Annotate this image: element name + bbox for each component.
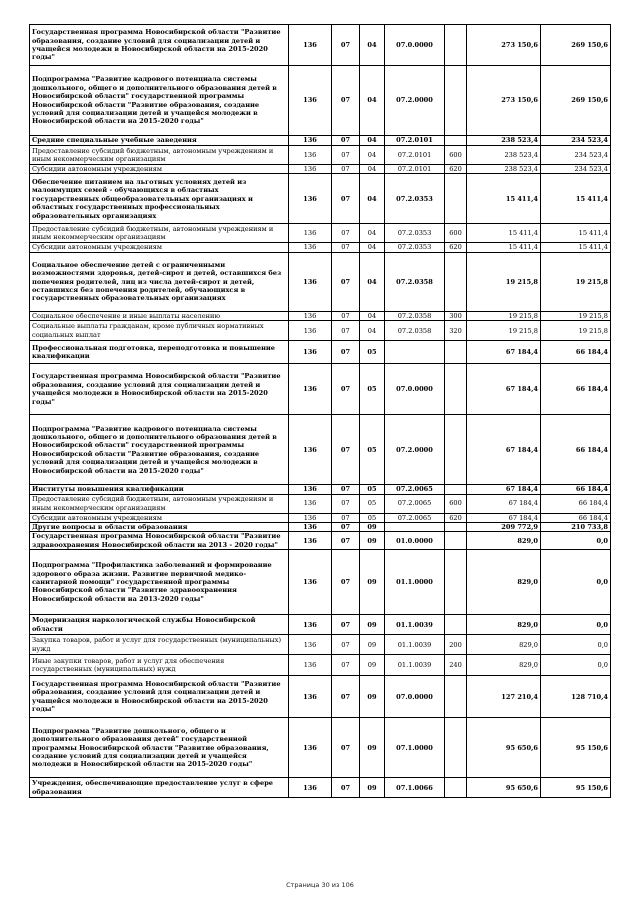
row-expense-type: 620 <box>445 243 467 252</box>
row-sum-year-2: 66 184,4 <box>541 494 611 513</box>
row-sum-year-2: 15 411,4 <box>541 224 611 243</box>
row-sum-year-1: 273 150,6 <box>467 66 541 136</box>
row-expense-type <box>445 252 467 311</box>
row-expense-type: 600 <box>445 494 467 513</box>
row-name: Субсидии автономным учреждениям <box>30 513 289 522</box>
row-sum-year-2: 0,0 <box>541 532 611 550</box>
row-name: Субсидии автономным учреждениям <box>30 243 289 252</box>
budget-table <box>29 24 611 798</box>
row-section: 07 <box>332 243 360 252</box>
row-section: 07 <box>332 676 360 718</box>
row-sum-year-2: 66 184,4 <box>541 485 611 494</box>
row-section: 07 <box>332 136 360 146</box>
row-sum-year-1: 67 184,4 <box>467 415 541 485</box>
row-section: 07 <box>332 415 360 485</box>
row-sum-year-2: 95 150,6 <box>541 718 611 778</box>
row-name: Предоставление субсидий бюджетным, автономным учреждениям и иным некоммерческим организациям <box>30 494 289 513</box>
row-expense-type <box>445 66 467 136</box>
row-grbs: 136 <box>289 66 332 136</box>
row-section: 07 <box>332 550 360 615</box>
table-row <box>30 25 611 66</box>
row-expense-type <box>445 485 467 494</box>
row-grbs: 136 <box>289 523 332 532</box>
row-sum-year-2: 66 184,4 <box>541 364 611 415</box>
row-sum-year-2: 234 523,4 <box>541 165 611 174</box>
table-row <box>30 676 611 718</box>
row-sum-year-1: 19 215,8 <box>467 321 541 341</box>
row-subsection: 04 <box>360 174 385 224</box>
row-sum-year-1: 67 184,4 <box>467 494 541 513</box>
row-expense-type: 300 <box>445 311 467 320</box>
row-target-article: 07.2.0101 <box>385 136 445 146</box>
row-subsection: 04 <box>360 252 385 311</box>
row-section: 07 <box>332 718 360 778</box>
row-grbs: 136 <box>289 718 332 778</box>
row-target-article: 01.1.0000 <box>385 550 445 615</box>
row-section: 07 <box>332 778 360 798</box>
row-sum-year-1: 95 650,6 <box>467 718 541 778</box>
row-target-article: 07.2.0358 <box>385 321 445 341</box>
row-target-article: 07.2.0101 <box>385 165 445 174</box>
row-subsection: 04 <box>360 146 385 165</box>
table-row <box>30 252 611 311</box>
row-grbs: 136 <box>289 635 332 655</box>
row-subsection: 05 <box>360 341 385 364</box>
row-target-article: 07.2.0065 <box>385 513 445 522</box>
row-sum-year-2: 95 150,6 <box>541 778 611 798</box>
row-target-article: 01.1.0039 <box>385 615 445 635</box>
row-grbs: 136 <box>289 341 332 364</box>
row-name: Подпрограмма "Развитие кадрового потенциала системы дошкольного, общего и дополнительного образования детей в Новосибирской области" государственной программы Новосибирской области "Развитие образования, создание условий для социализации детей и учащейся молодежи в Новосибирской области на 2015-2020 годы" <box>30 415 289 485</box>
row-subsection: 04 <box>360 321 385 341</box>
row-section: 07 <box>332 321 360 341</box>
row-expense-type: 620 <box>445 165 467 174</box>
row-target-article <box>385 523 445 532</box>
row-section: 07 <box>332 364 360 415</box>
row-subsection: 09 <box>360 635 385 655</box>
row-expense-type <box>445 532 467 550</box>
row-grbs: 136 <box>289 550 332 615</box>
row-section: 07 <box>332 146 360 165</box>
row-sum-year-1: 238 523,4 <box>467 165 541 174</box>
table-row <box>30 778 611 798</box>
row-expense-type <box>445 136 467 146</box>
row-subsection: 04 <box>360 165 385 174</box>
table-row <box>30 341 611 364</box>
table-row <box>30 224 611 243</box>
table-row <box>30 615 611 635</box>
row-target-article: 07.2.0000 <box>385 66 445 136</box>
table-row <box>30 494 611 513</box>
row-sum-year-2: 269 150,6 <box>541 66 611 136</box>
row-subsection: 09 <box>360 655 385 676</box>
table-row <box>30 165 611 174</box>
row-grbs: 136 <box>289 174 332 224</box>
table-row <box>30 311 611 320</box>
row-section: 07 <box>332 532 360 550</box>
row-sum-year-2: 0,0 <box>541 615 611 635</box>
row-subsection: 04 <box>360 25 385 66</box>
row-sum-year-1: 829,0 <box>467 615 541 635</box>
row-subsection: 09 <box>360 676 385 718</box>
row-subsection: 09 <box>360 718 385 778</box>
row-sum-year-2: 66 184,4 <box>541 513 611 522</box>
row-grbs: 136 <box>289 415 332 485</box>
row-subsection: 09 <box>360 615 385 635</box>
row-sum-year-2: 0,0 <box>541 550 611 615</box>
row-sum-year-2: 19 215,8 <box>541 252 611 311</box>
row-sum-year-2: 15 411,4 <box>541 174 611 224</box>
row-sum-year-2: 269 150,6 <box>541 25 611 66</box>
row-sum-year-1: 829,0 <box>467 532 541 550</box>
row-subsection: 04 <box>360 136 385 146</box>
row-target-article: 07.0.0000 <box>385 25 445 66</box>
table-row <box>30 321 611 341</box>
table-row <box>30 174 611 224</box>
row-name: Предоставление субсидий бюджетным, автономным учреждениям и иным некоммерческим организациям <box>30 224 289 243</box>
row-target-article: 07.1.0066 <box>385 778 445 798</box>
row-expense-type <box>445 415 467 485</box>
row-name: Подпрограмма "Развитие кадрового потенциала системы дошкольного, общего и дополнительного образования детей в Новосибирской области" государственной программы Новосибирской области "Развитие образования, создание условий для социализации детей и учащейся молодежи в Новосибирской области на 2015-2020 годы" <box>30 66 289 136</box>
row-section: 07 <box>332 615 360 635</box>
row-grbs: 136 <box>289 364 332 415</box>
row-target-article: 07.2.0065 <box>385 494 445 513</box>
row-name: Государственная программа Новосибирской области "Развитие здравоохранения Новосибирской области на 2013 - 2020 годы" <box>30 532 289 550</box>
row-name: Социальное обеспечение и иные выплаты населению <box>30 311 289 320</box>
row-subsection: 05 <box>360 364 385 415</box>
row-sum-year-2: 66 184,4 <box>541 341 611 364</box>
row-section: 07 <box>332 635 360 655</box>
row-grbs: 136 <box>289 615 332 635</box>
row-grbs: 136 <box>289 494 332 513</box>
row-section: 07 <box>332 513 360 522</box>
row-grbs: 136 <box>289 655 332 676</box>
row-section: 07 <box>332 341 360 364</box>
row-target-article: 01.0.0000 <box>385 532 445 550</box>
row-expense-type <box>445 25 467 66</box>
row-subsection: 05 <box>360 415 385 485</box>
row-section: 07 <box>332 485 360 494</box>
row-target-article: 07.2.0353 <box>385 174 445 224</box>
table-row <box>30 523 611 532</box>
row-target-article: 07.2.0065 <box>385 485 445 494</box>
row-expense-type <box>445 523 467 532</box>
row-expense-type <box>445 364 467 415</box>
row-grbs: 136 <box>289 676 332 718</box>
row-sum-year-2: 19 215,8 <box>541 321 611 341</box>
row-expense-type <box>445 718 467 778</box>
row-name: Социальное обеспечение детей с ограниченными возможностями здоровья, детей-сирот и детей, оставшихся без попечения родителей, лиц из числа детей-сирот и детей, оставшихся без попечения родителей, обучающихся в государственных образовательных организациях <box>30 252 289 311</box>
row-name: Учреждения, обеспечивающие предоставление услуг в сфере образования <box>30 778 289 798</box>
row-expense-type: 320 <box>445 321 467 341</box>
row-sum-year-1: 95 650,6 <box>467 778 541 798</box>
row-grbs: 136 <box>289 146 332 165</box>
row-section: 07 <box>332 494 360 513</box>
row-name: Подпрограмма "Развитие дошкольного, общего и дополнительного образования детей" государственной программы Новосибирской области "Развитие образования, создание условий для социализации детей и учащейся молодежи в Новосибирской области на 2015-2020 годы" <box>30 718 289 778</box>
row-name: Иные закупки товаров, работ и услуг для обеспечения государственных (муниципальных) нужд <box>30 655 289 676</box>
row-subsection: 04 <box>360 66 385 136</box>
row-grbs: 136 <box>289 165 332 174</box>
page-footer: Страница 30 из 106 <box>286 881 354 889</box>
row-expense-type: 600 <box>445 146 467 165</box>
row-sum-year-2: 19 215,8 <box>541 311 611 320</box>
row-sum-year-1: 127 210,4 <box>467 676 541 718</box>
row-sum-year-2: 128 710,4 <box>541 676 611 718</box>
table-row <box>30 513 611 522</box>
row-expense-type: 600 <box>445 224 467 243</box>
row-grbs: 136 <box>289 485 332 494</box>
row-name: Закупка товаров, работ и услуг для государственных (муниципальных) нужд <box>30 635 289 655</box>
row-expense-type <box>445 615 467 635</box>
row-subsection: 05 <box>360 513 385 522</box>
row-sum-year-1: 19 215,8 <box>467 311 541 320</box>
row-grbs: 136 <box>289 224 332 243</box>
row-sum-year-1: 67 184,4 <box>467 485 541 494</box>
row-sum-year-2: 66 184,4 <box>541 415 611 485</box>
row-sum-year-2: 0,0 <box>541 655 611 676</box>
row-grbs: 136 <box>289 778 332 798</box>
row-name: Профессиональная подготовка, переподготовка и повышение квалификации <box>30 341 289 364</box>
row-expense-type: 620 <box>445 513 467 522</box>
row-name: Институты повышения квалификации <box>30 485 289 494</box>
row-sum-year-1: 209 772,9 <box>467 523 541 532</box>
row-grbs: 136 <box>289 25 332 66</box>
row-sum-year-1: 829,0 <box>467 550 541 615</box>
row-target-article: 07.1.0000 <box>385 718 445 778</box>
row-grbs: 136 <box>289 513 332 522</box>
row-sum-year-1: 238 523,4 <box>467 146 541 165</box>
table-row <box>30 364 611 415</box>
table-row <box>30 415 611 485</box>
row-expense-type <box>445 550 467 615</box>
row-sum-year-2: 234 523,4 <box>541 146 611 165</box>
row-name: Государственная программа Новосибирской области "Развитие образования, создание условий для социализации детей и учащейся молодежи в Новосибирской области на 2015-2020 годы" <box>30 364 289 415</box>
row-sum-year-1: 67 184,4 <box>467 341 541 364</box>
row-name: Другие вопросы в области образования <box>30 523 289 532</box>
row-section: 07 <box>332 224 360 243</box>
row-subsection: 04 <box>360 311 385 320</box>
row-sum-year-1: 67 184,4 <box>467 364 541 415</box>
row-section: 07 <box>332 523 360 532</box>
row-grbs: 136 <box>289 321 332 341</box>
row-name: Социальные выплаты гражданам, кроме публичных нормативных социальных выплат <box>30 321 289 341</box>
row-subsection: 09 <box>360 532 385 550</box>
row-sum-year-1: 15 411,4 <box>467 243 541 252</box>
row-target-article: 07.2.0101 <box>385 146 445 165</box>
row-name: Средние специальные учебные заведения <box>30 136 289 146</box>
row-target-article: 07.0.0000 <box>385 364 445 415</box>
row-section: 07 <box>332 25 360 66</box>
table-row <box>30 655 611 676</box>
row-sum-year-2: 234 523,4 <box>541 136 611 146</box>
row-section: 07 <box>332 655 360 676</box>
row-subsection: 09 <box>360 523 385 532</box>
row-subsection: 05 <box>360 485 385 494</box>
row-sum-year-2: 0,0 <box>541 635 611 655</box>
row-expense-type: 200 <box>445 635 467 655</box>
row-target-article: 01.1.0039 <box>385 655 445 676</box>
row-name: Государственная программа Новосибирской области "Развитие образования, создание условий для социализации детей и учащейся молодежи в Новосибирской области на 2015-2020 годы" <box>30 676 289 718</box>
table-row <box>30 635 611 655</box>
row-sum-year-1: 67 184,4 <box>467 513 541 522</box>
row-subsection: 05 <box>360 494 385 513</box>
row-sum-year-1: 238 523,4 <box>467 136 541 146</box>
table-row <box>30 66 611 136</box>
row-grbs: 136 <box>289 252 332 311</box>
table-row <box>30 532 611 550</box>
row-expense-type <box>445 174 467 224</box>
row-target-article: 07.2.0353 <box>385 243 445 252</box>
row-subsection: 04 <box>360 243 385 252</box>
table-row <box>30 718 611 778</box>
row-grbs: 136 <box>289 532 332 550</box>
table-row <box>30 146 611 165</box>
row-sum-year-1: 15 411,4 <box>467 224 541 243</box>
row-sum-year-2: 210 733,8 <box>541 523 611 532</box>
row-target-article <box>385 341 445 364</box>
row-subsection: 09 <box>360 550 385 615</box>
row-target-article: 07.2.0358 <box>385 311 445 320</box>
row-name: Государственная программа Новосибирской области "Развитие образования, создание условий для социализации детей и учащейся молодежи в Новосибирской области на 2015-2020 годы" <box>30 25 289 66</box>
row-expense-type <box>445 778 467 798</box>
table-row <box>30 485 611 494</box>
row-name: Подпрограмма "Профилактика заболеваний и формирование здорового образа жизни. Развитие первичной медико-санитарной помощи" государственной программы Новосибирской области "Развитие здравоохранения Новосибирской области на 2013-2020 годы" <box>30 550 289 615</box>
row-grbs: 136 <box>289 243 332 252</box>
row-grbs: 136 <box>289 136 332 146</box>
row-expense-type: 240 <box>445 655 467 676</box>
row-name: Предоставление субсидий бюджетным, автономным учреждениям и иным некоммерческим организациям <box>30 146 289 165</box>
row-section: 07 <box>332 174 360 224</box>
row-target-article: 07.2.0000 <box>385 415 445 485</box>
row-section: 07 <box>332 252 360 311</box>
row-grbs: 136 <box>289 311 332 320</box>
row-expense-type <box>445 676 467 718</box>
table-row <box>30 136 611 146</box>
row-sum-year-1: 15 411,4 <box>467 174 541 224</box>
row-expense-type <box>445 341 467 364</box>
row-sum-year-1: 273 150,6 <box>467 25 541 66</box>
row-section: 07 <box>332 165 360 174</box>
row-sum-year-2: 15 411,4 <box>541 243 611 252</box>
row-target-article: 07.2.0353 <box>385 224 445 243</box>
row-target-article: 07.2.0358 <box>385 252 445 311</box>
row-name: Модернизация наркологической службы Новосибирской области <box>30 615 289 635</box>
row-name: Обеспечение питанием на льготных условиях детей из малоимущих семей - обучающихся в областных государственных общеобразовательных организациях и областных государственных профессиональных образовательных организациях <box>30 174 289 224</box>
row-subsection: 09 <box>360 778 385 798</box>
table-row <box>30 550 611 615</box>
row-sum-year-1: 829,0 <box>467 655 541 676</box>
table-row <box>30 243 611 252</box>
row-sum-year-1: 829,0 <box>467 635 541 655</box>
row-target-article: 01.1.0039 <box>385 635 445 655</box>
row-target-article: 07.0.0000 <box>385 676 445 718</box>
row-section: 07 <box>332 311 360 320</box>
row-subsection: 04 <box>360 224 385 243</box>
row-name: Субсидии автономным учреждениям <box>30 165 289 174</box>
row-sum-year-1: 19 215,8 <box>467 252 541 311</box>
row-section: 07 <box>332 66 360 136</box>
